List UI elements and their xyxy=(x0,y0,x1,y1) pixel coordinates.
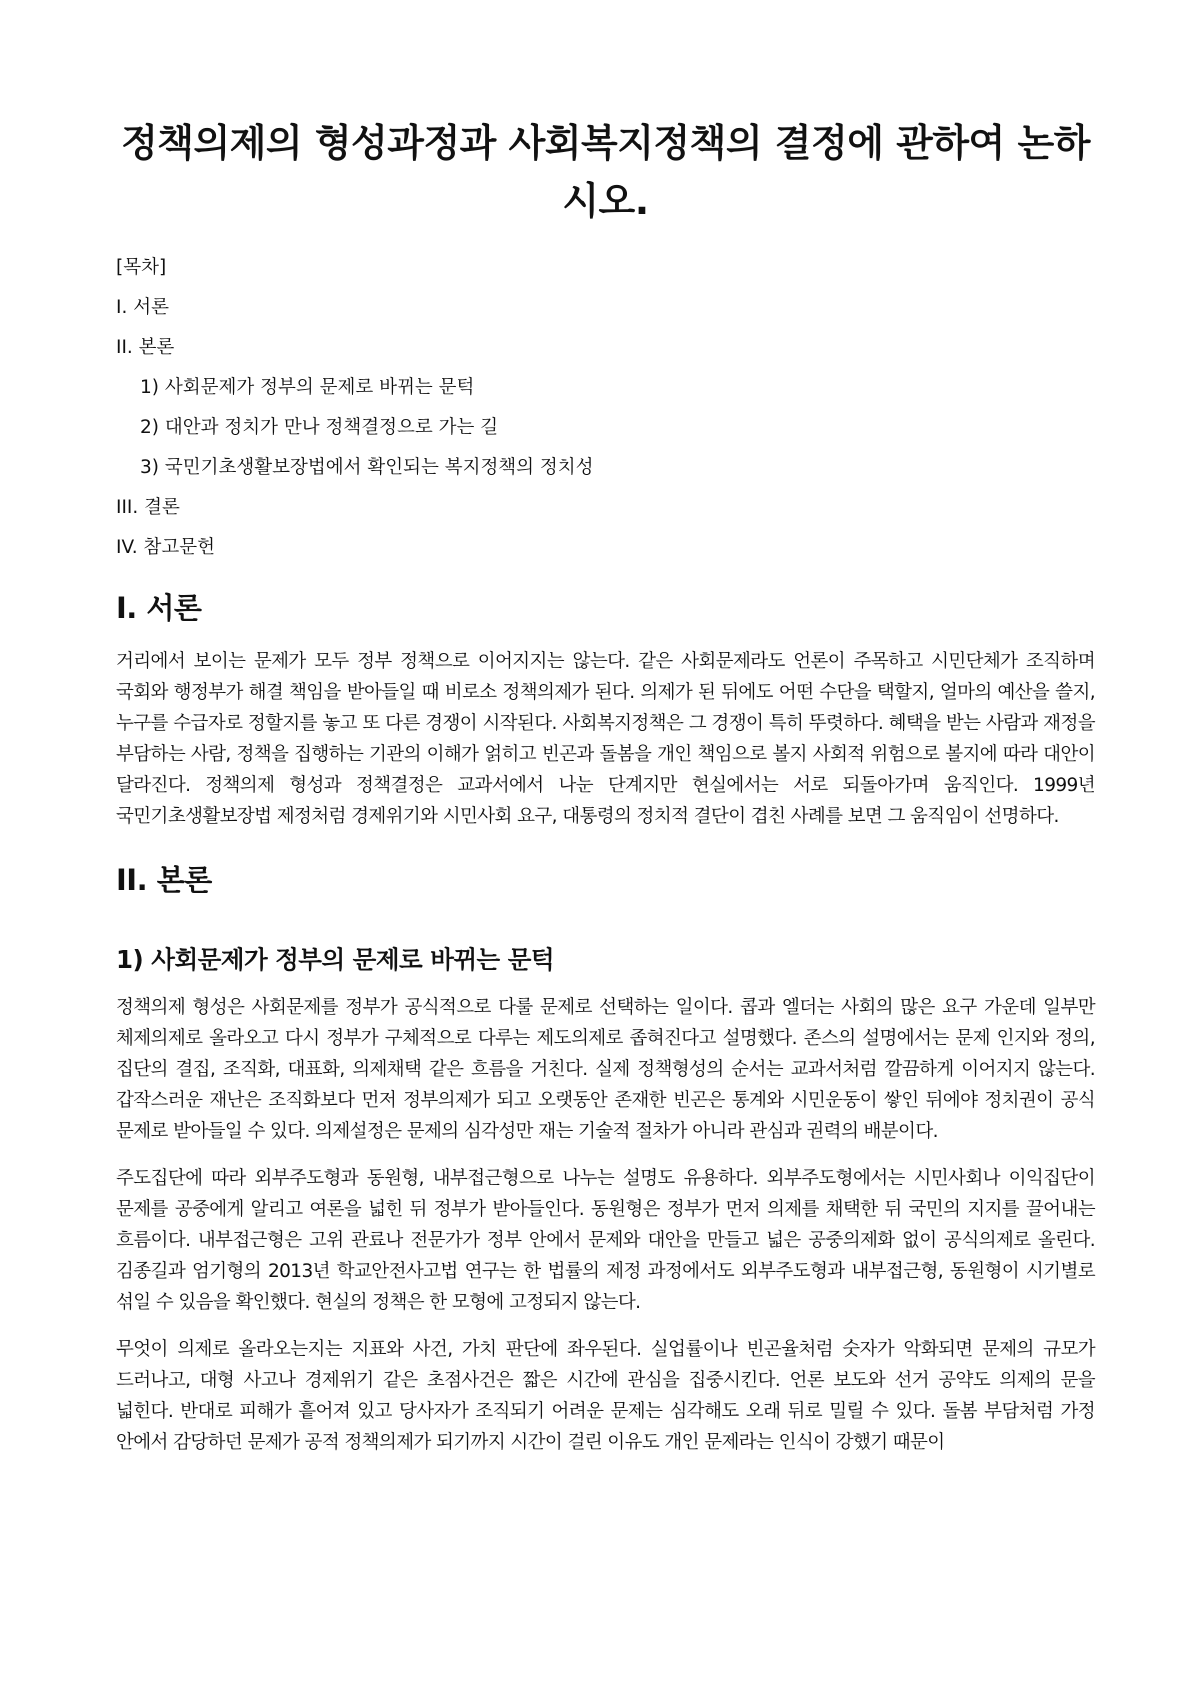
document-title: 정책의제의 형성과정과 사회복지정책의 결정에 관하여 논하시오. xyxy=(121,121,1090,223)
paragraph: 정책의제 형성은 사회문제를 정부가 공식적으로 다룰 문제로 선택하는 일이다. 콥과 엘더는 사회의 많은 요구 가운데 일부만 체제의제로 올라오고 다시 정부가 구체적으로 다루는 제도의제로 좁혀진다고 설명했다. 존스의 설명에서는 문제 인지와 정의, 집단의 결집, 조직화, 대표화, 의제채택 같은 흐름을 거친다. 실제 정책형성의 순서는 교과서처럼 깔끔하게 이어지지 않는다. 갑작스러운 재난은 조직화보다 먼저 정부의제가 되고 오랫동안 존재한 빈곤은 통계와 시민운동이 쌓인 뒤에야 정치권이 공식 문제로 받아들일 수 있다. 의제설정은 문제의 심각성만 재는 기술적 절차가 아니라 관심과 권력의 배분이다. xyxy=(116,997,1095,1142)
toc-item: IV. 참고문헌 xyxy=(116,537,215,558)
table-of-contents xyxy=(116,256,1095,560)
paragraph: 거리에서 보이는 문제가 모두 정부 정책으로 이어지지는 않는다. 같은 사회문제라도 언론이 주목하고 시민단체가 조직하며 국회와 행정부가 해결 책임을 받아들일 때 비로소 정책의제가 된다. 의제가 된 뒤에도 어떤 수단을 택할지, 얼마의 예산을 쓸지, 누구를 수급자로 정할지를 놓고 또 다른 경쟁이 시작된다. 사회복지정책은 그 경쟁이 특히 뚜렷하다. 혜택을 받는 사람과 재정을 부담하는 사람, 정책을 집행하는 기관의 이해가 얽히고 빈곤과 돌봄을 개인 책임으로 볼지 사회적 위험으로 볼지에 따라 대안이 달라진다. 정책의제 형성과 정책결정은 교과서에서 나눈 단계지만 현실에서는 서로 되돌아가며 움직인다. 1999년 국민기초생활보장법 제정처럼 경제위기와 시민사회 요구, 대통령의 정치적 결단이 겹친 사례를 보면 그 움직임이 선명하다. xyxy=(116,651,1095,827)
toc-item: 2) 대안과 정치가 만나 정책결정으로 가는 길 xyxy=(140,417,499,438)
toc-item: 3) 국민기초생활보장법에서 확인되는 복지정책의 정치성 xyxy=(140,457,594,478)
section-heading-intro: I. 서론 xyxy=(116,591,202,625)
toc-item: 1) 사회문제가 정부의 문제로 바뀌는 문턱 xyxy=(140,377,475,398)
toc-item: III. 결론 xyxy=(116,497,180,518)
paragraph: 무엇이 의제로 올라오는지는 지표와 사건, 가치 판단에 좌우된다. 실업률이나 빈곤율처럼 숫자가 악화되면 문제의 규모가 드러나고, 대형 사고나 경제위기 같은 초점사건은 짧은 시간에 관심을 집중시킨다. 언론 보도와 선거 공약도 의제의 문을 넓힌다. 반대로 피해가 흩어져 있고 당사자가 조직되기 어려운 문제는 심각해도 오래 뒤로 밀릴 수 있다. 돌봄 부담처럼 가정 안에서 감당하던 문제가 공적 정책의제가 되기까지 시간이 걸린 이유도 개인 문제라는 인식이 강했기 때문이 xyxy=(116,1339,1095,1453)
paragraph: 주도집단에 따라 외부주도형과 동원형, 내부접근형으로 나누는 설명도 유용하다. 외부주도형에서는 시민사회나 이익집단이 문제를 공중에게 알리고 여론을 넓힌 뒤 정부가 받아들인다. 동원형은 정부가 먼저 의제를 채택한 뒤 국민의 지지를 끌어내는 흐름이다. 내부접근형은 고위 관료나 전문가가 정부 안에서 문제와 대안을 만들고 넓은 공중의제화 없이 공식의제로 올린다. 김종길과 엄기형의 2013년 학교안전사고법 연구는 한 법률의 제정 과정에서도 외부주도형과 내부접근형, 동원형이 시기별로 섞일 수 있음을 확인했다. 현실의 정책은 한 모형에 고정되지 않는다. xyxy=(116,1168,1095,1313)
toc-item: I. 서론 xyxy=(116,297,169,318)
toc-item: II. 본론 xyxy=(116,337,175,358)
toc-heading: [목차] xyxy=(116,257,167,278)
subsection-heading: 1) 사회문제가 정부의 문제로 바뀌는 문턱 xyxy=(116,945,555,974)
section-heading-body: II. 본론 xyxy=(116,863,212,897)
